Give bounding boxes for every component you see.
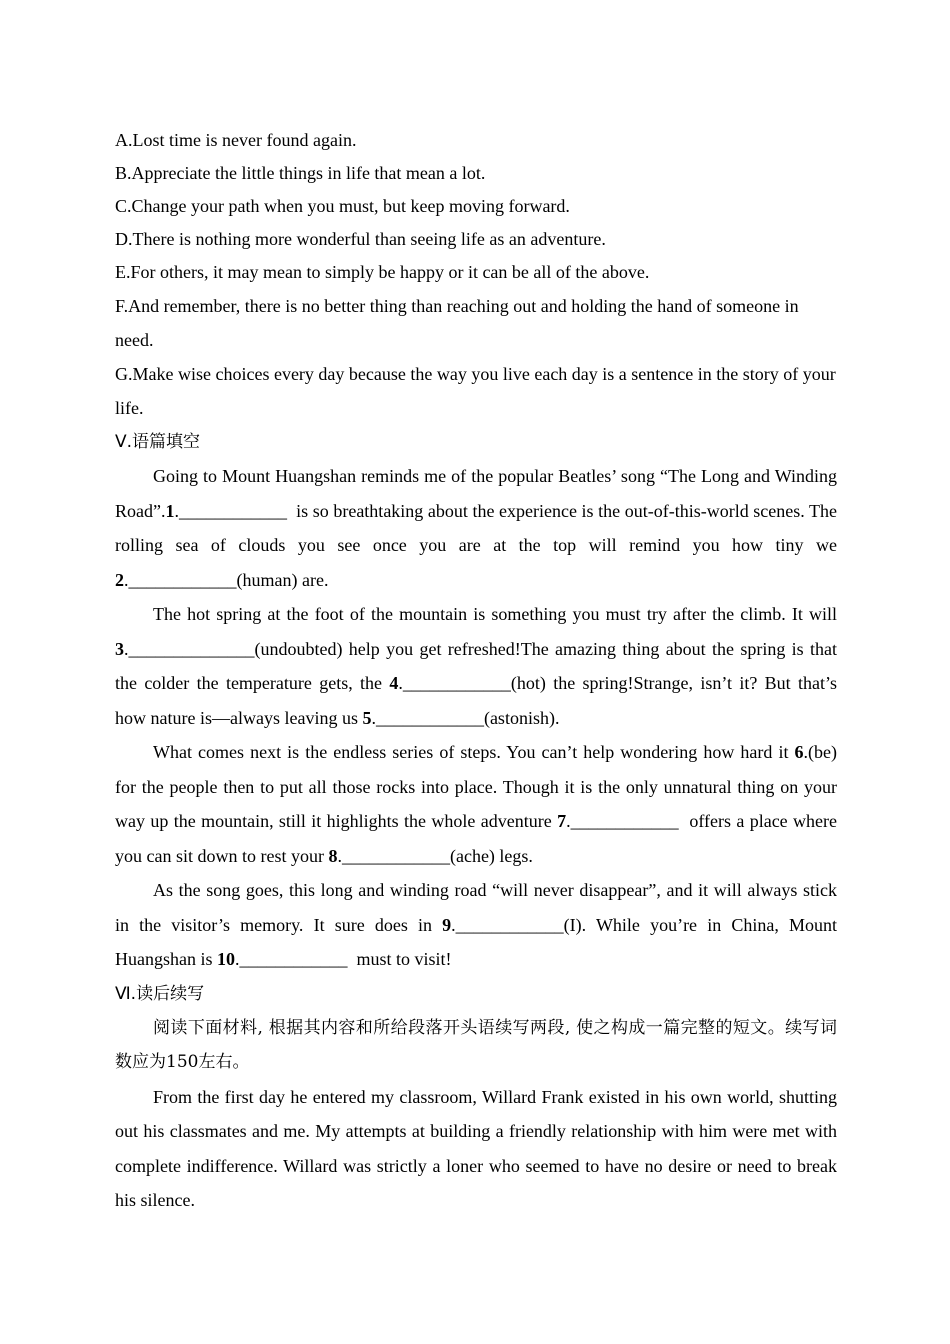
blank-number-1: 1 [165, 500, 175, 521]
paragraph-text: (ache) legs. [449, 845, 533, 866]
blank-number-7: 7 [557, 811, 567, 831]
blank-number-10: 10 [217, 949, 235, 969]
blank-9: .____________ [451, 914, 564, 935]
paragraph-text: (human) are. [236, 569, 329, 590]
blank-10: .____________ [235, 949, 352, 969]
blank-4: .____________ [398, 673, 511, 693]
blank-number-8: 8 [328, 845, 338, 866]
option-c: C.Change your path when you must, but keep moving forward. [115, 196, 570, 216]
blank-2: .____________ [124, 569, 237, 590]
section-6-heading: Ⅵ.读后续写 [115, 983, 205, 1004]
section-5-heading: Ⅴ.语篇填空 [115, 432, 201, 452]
blank-6: . [803, 742, 809, 762]
story-paragraph: From the first day he entered my classroom, Willard Frank existed in his own world, shutting out his classmates and me. My attempts at building a friendly relationship with him were met with complete indifference. Willard was strictly a loner who seemed to have no desire or need to break his silence. [115, 1086, 837, 1210]
paragraph-text: The hot spring at the foot of the mountain is something you must try after the climb. It will [153, 604, 837, 624]
paragraph-text: (be) for the people then to put all those rocks into place. Though it is the only unnatural thing on your way up the mountain, still it highlights the whole adventure [115, 742, 837, 831]
paragraph-text: offers a place where you can sit down to rest your [115, 811, 838, 866]
blank-number-9: 9 [442, 914, 452, 935]
blank-1: .____________ [174, 500, 292, 521]
blank-8: .____________ [337, 845, 450, 866]
cloze-paragraph-1 [115, 459, 837, 597]
blank-number-4: 4 [389, 673, 399, 693]
option-e: E.For others, it may mean to simply be happy or it can be all of the above. [115, 262, 650, 282]
blank-number-3: 3 [115, 638, 124, 659]
option-d: D.There is nothing more wonderful than seeing life as an adventure. [115, 229, 606, 249]
option-a: A.Lost time is never found again. [115, 130, 357, 150]
paragraph-text: Going to Mount Huangshan reminds me of the popular Beatles’ song “The Long and Winding Road”. [115, 466, 837, 521]
blank-number-5: 5 [362, 707, 372, 728]
cloze-paragraph-2 [115, 597, 837, 735]
blank-3: .______________ [124, 638, 255, 659]
option-f: F.And remember, there is no better thing than reaching out and holding the hand of someone in need. [115, 296, 799, 350]
paragraph-text: As the song goes, this long and winding road “will never disappear”, and it will always stick in the visitor’s memory. It sure does in [115, 880, 837, 935]
paragraph-text: (astonish). [483, 707, 560, 728]
paragraph-text: (I). While you’re in China, Mount Huangshan is [115, 914, 837, 969]
option-b: B.Appreciate the little things in life that mean a lot. [115, 163, 486, 183]
paragraph-text: must to visit! [352, 949, 452, 969]
document-content [115, 124, 837, 1218]
blank-number-2: 2 [115, 569, 124, 590]
writing-instruction: 阅读下面材料, 根据其内容和所给段落开头语续写两段, 使之构成一篇完整的短文。续写词数应为150左右。 [115, 1017, 837, 1072]
blank-5: .____________ [371, 707, 484, 728]
paragraph-text: What comes next is the endless series of steps. You can’t help wondering how hard it [153, 742, 795, 762]
blank-number-6: 6 [794, 742, 804, 762]
blank-7: .____________ [566, 811, 684, 831]
cloze-paragraph-3 [115, 735, 837, 873]
paragraph-text: (undoubted) help you get refreshed!The amazing thing about the spring is that the colder the temperature gets, the [115, 638, 837, 693]
paragraph-text: (hot) the spring!Strange, isn’t it? But that’s how nature is—always leaving us [115, 673, 837, 728]
cloze-paragraph-4 [115, 873, 837, 977]
paragraph-text: is so breathtaking about the experience is the out-of-this-world scenes. The rolling sea of clouds you see once you are at the top will remind you how tiny we [115, 500, 838, 555]
option-g: G.Make wise choices every day because the way you live each day is a sentence in the story of your life. [115, 364, 836, 418]
